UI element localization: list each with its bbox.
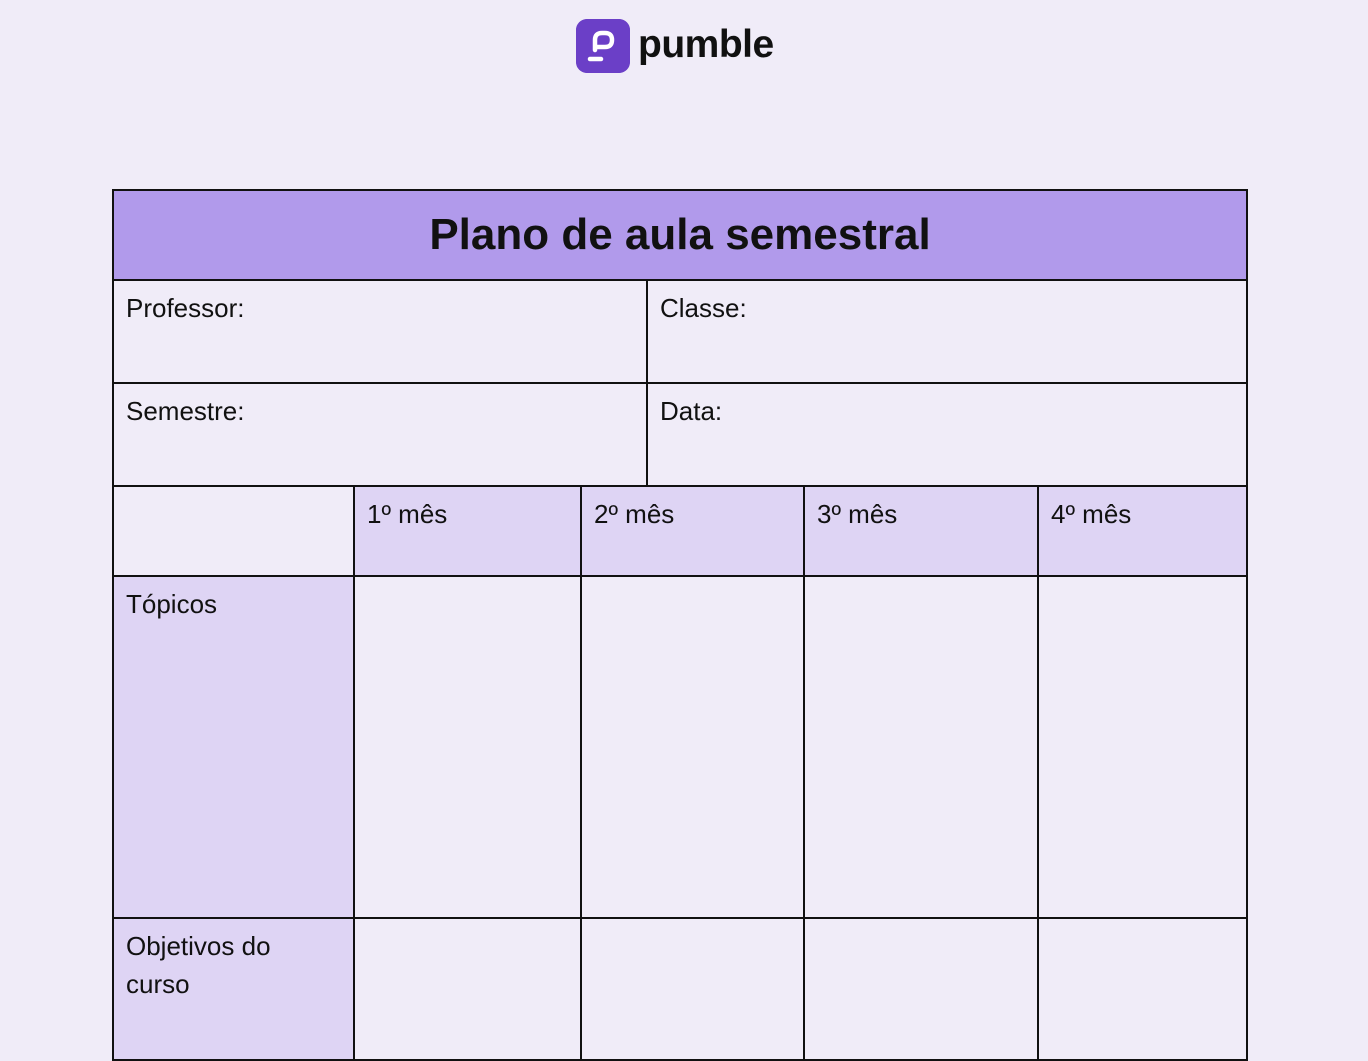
month-label: 1º mês: [367, 499, 448, 529]
month-label: 3º mês: [817, 499, 898, 529]
topics-month-4-cell[interactable]: [1038, 576, 1247, 918]
classe-field[interactable]: [647, 280, 1247, 383]
row-label: Tópicos: [126, 589, 218, 619]
lesson-plan-table: [112, 189, 1248, 1061]
professor-field[interactable]: [113, 280, 647, 383]
data-field[interactable]: [647, 383, 1247, 486]
brand-header: [576, 18, 774, 74]
topics-month-3-cell[interactable]: [804, 576, 1038, 918]
goals-month-3-cell[interactable]: [804, 918, 1038, 1060]
goals-month-1-cell[interactable]: [354, 918, 581, 1060]
corner-cell: [113, 486, 354, 576]
month-header-1: [354, 486, 581, 576]
month-header-2: [581, 486, 804, 576]
professor-label: Professor:: [126, 293, 245, 323]
data-label: Data:: [660, 396, 723, 426]
classe-label: Classe:: [660, 293, 747, 323]
month-label: 4º mês: [1051, 499, 1132, 529]
goals-row-header: [113, 918, 354, 1060]
plan-title-cell: [113, 190, 1247, 280]
plan-title: Plano de aula semestral: [429, 210, 931, 259]
month-header-3: [804, 486, 1038, 576]
goals-month-2-cell[interactable]: [581, 918, 804, 1060]
pumble-logo-icon: [576, 19, 630, 73]
month-header-4: [1038, 486, 1247, 576]
row-label: Objetivos do curso: [126, 931, 271, 999]
topics-month-2-cell[interactable]: [581, 576, 804, 918]
semestre-field[interactable]: [113, 383, 647, 486]
month-label: 2º mês: [594, 499, 675, 529]
topics-row-header: [113, 576, 354, 918]
semestre-label: Semestre:: [126, 396, 245, 426]
brand-name: pumble: [638, 22, 774, 66]
topics-month-1-cell[interactable]: [354, 576, 581, 918]
goals-month-4-cell[interactable]: [1038, 918, 1247, 1060]
